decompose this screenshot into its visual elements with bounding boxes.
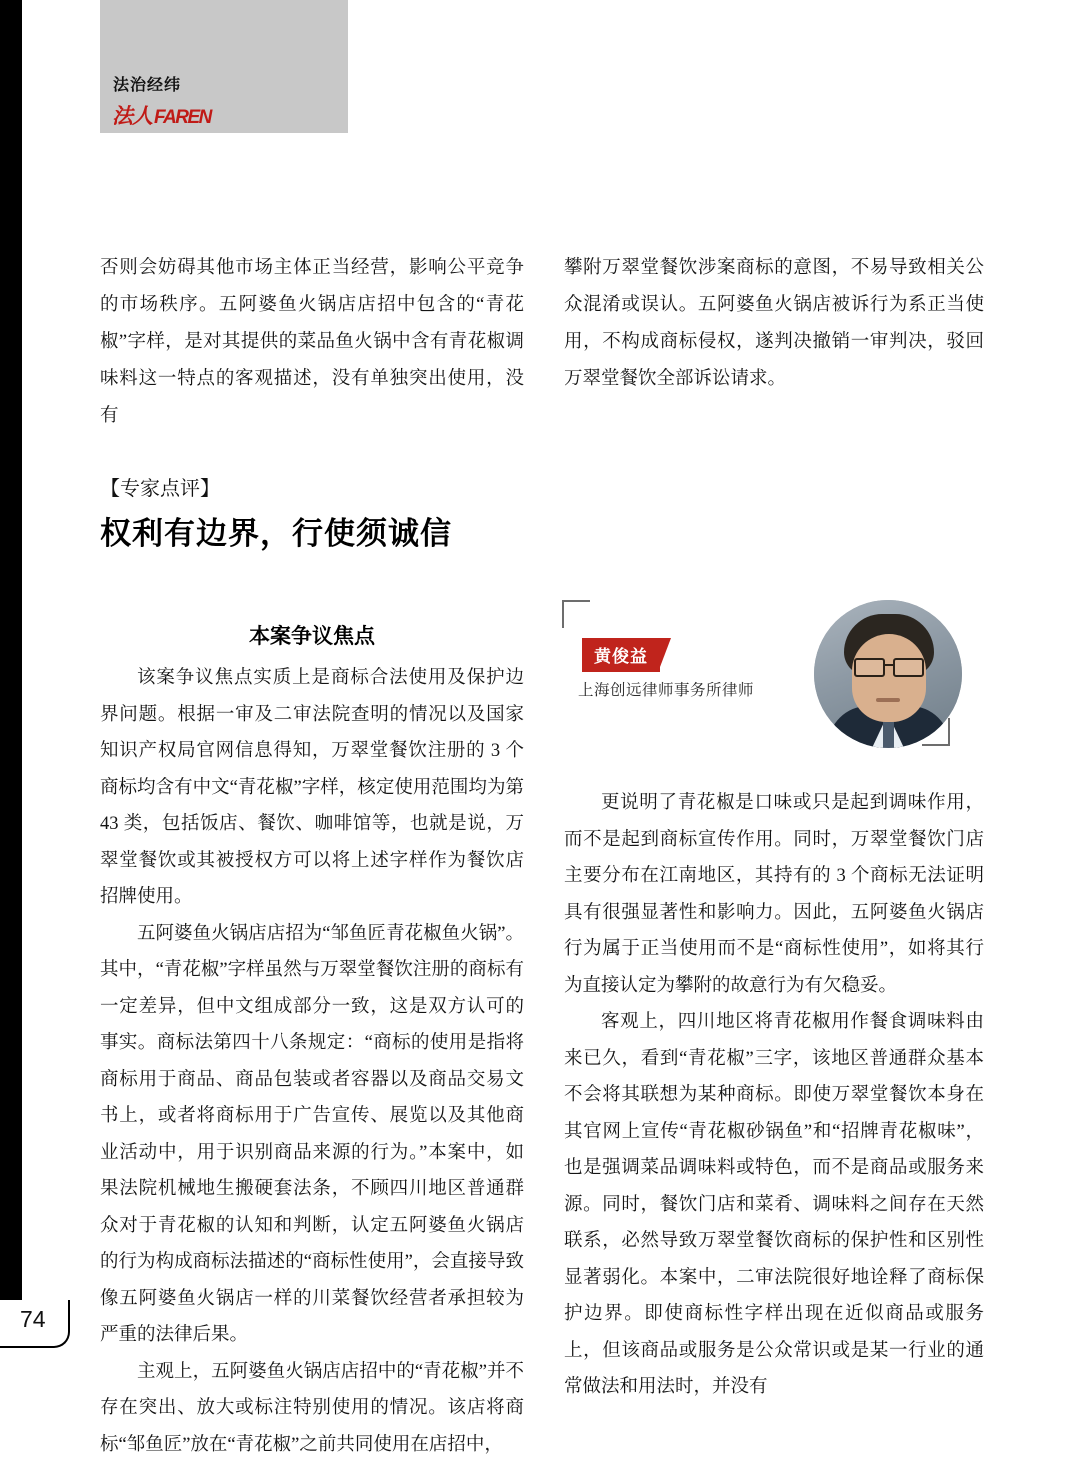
paragraph: 五阿婆鱼火锅店店招为“邹鱼匠青花椒鱼火锅”。其中，“青花椒”字样虽然与万翠堂餐饮注册的商标有一定差异，但中文组成部分一致，这是双方认可的事实。商标法第四十八条规定：“商标的使用是指将商标用于商品、商品包装或者容器以及商品交易文书上，或者将商标用于广告宣传、展览以及其他商业活动中，用于识别商品来源的行为。”本案中，如果法院机械地生搬硬套法条，不顾四川地区普通群众对于青花椒的认知和判断，认定五阿婆鱼火锅店的行为构成商标法描述的“商标性使用”，会直接导致像五阿婆鱼火锅店一样的川菜餐饮经营者承担较为严重的法律后果。 — [100, 916, 524, 1354]
body-column-left — [100, 660, 524, 1463]
article-subheading: 本案争议焦点 — [100, 620, 524, 650]
paragraph: 该案争议焦点实质上是商标合法使用及保护边界问题。根据一审及二审法院查明的情况以及国家知识产权局官网信息得知，万翠堂餐饮注册的 3 个商标均含有中文“青花椒”字样，核定使用范围均为第 43 类，包括饭店、餐饮、咖啡馆等，也就是说，万翠堂餐饮或其被授权方可以将上述字样作为餐饮店招牌使用。 — [100, 660, 524, 916]
top-column-right-text: 攀附万翠堂餐饮涉案商标的意图，不易导致相关公众混淆或误认。五阿婆鱼火锅店被诉行为系正当使用，不构成商标侵权，遂判决撤销一审判决，驳回万翠堂餐饮全部诉讼请求。 — [564, 250, 984, 398]
body-column-right — [564, 785, 984, 1406]
magazine-logo — [112, 100, 211, 130]
author-name-badge: 黄俊益 — [582, 638, 660, 672]
paragraph: 主观上，五阿婆鱼火锅店店招中的“青花椒”并不存在突出、放大或标注特别使用的情况。该店将商标“邹鱼匠”放在“青花椒”之前共同使用在店招中， — [100, 1354, 524, 1463]
expert-commentary-label: 【专家点评】 — [100, 472, 220, 501]
top-column-left-text: 否则会妨碍其他市场主体正当经营，影响公平竞争的市场秩序。五阿婆鱼火锅店店招中包含的“青花椒”字样，是对其提供的菜品鱼火锅中含有青花椒调味料这一特点的客观描述，没有单独突出使用，没有 — [100, 250, 524, 435]
author-affiliation: 上海创远律师事务所律师 — [578, 678, 754, 700]
page-number: 74 — [20, 1306, 46, 1333]
glasses-left-lens — [854, 658, 885, 677]
avatar — [814, 600, 962, 748]
avatar-mouth — [876, 698, 900, 702]
avatar-face — [852, 634, 926, 722]
page-number-container — [0, 1300, 76, 1346]
author-card — [560, 598, 980, 758]
glasses-icon — [854, 658, 924, 674]
logo-latin-text: FAREN — [154, 107, 211, 129]
logo-chinese-text: 法人 — [112, 100, 152, 130]
left-margin-bar — [0, 0, 22, 1320]
avatar-tie — [883, 720, 894, 748]
paragraph: 客观上，四川地区将青花椒用作餐食调味料由来已久，看到“青花椒”三字，该地区普通群众基本不会将其联想为某种商标。即使万翠堂餐饮本身在其官网上宣传“青花椒砂锅鱼”和“招牌青花椒味”，也是强调菜品调味料或特色，而不是商品或服务来源。同时，餐饮门店和菜肴、调味料之间存在天然联系，必然导致万翠堂餐饮商标的保护性和区别性显著弱化。本案中，二审法院很好地诠释了商标保护边界。即使商标性字样出现在近似商品或服务上，但该商品或服务是公众常识或是某一行业的通常做法和用法时，并没有 — [564, 1004, 984, 1406]
expert-commentary-title: 权利有边界，行使须诚信 — [100, 508, 452, 553]
section-label: 法治经纬 — [113, 72, 181, 95]
paragraph: 更说明了青花椒是口味或只是起到调味作用，而不是起到商标宣传作用。同时，万翠堂餐饮门店主要分布在江南地区，其持有的 3 个商标无法证明具有很强显著性和影响力。因此，五阿婆鱼火锅店行为属于正当使用而不是“商标性使用”，如将其行为直接认定为攀附的故意行为有欠稳妥。 — [564, 785, 984, 1004]
corner-bracket-top-left-icon — [562, 600, 590, 628]
glasses-right-lens — [893, 658, 924, 677]
